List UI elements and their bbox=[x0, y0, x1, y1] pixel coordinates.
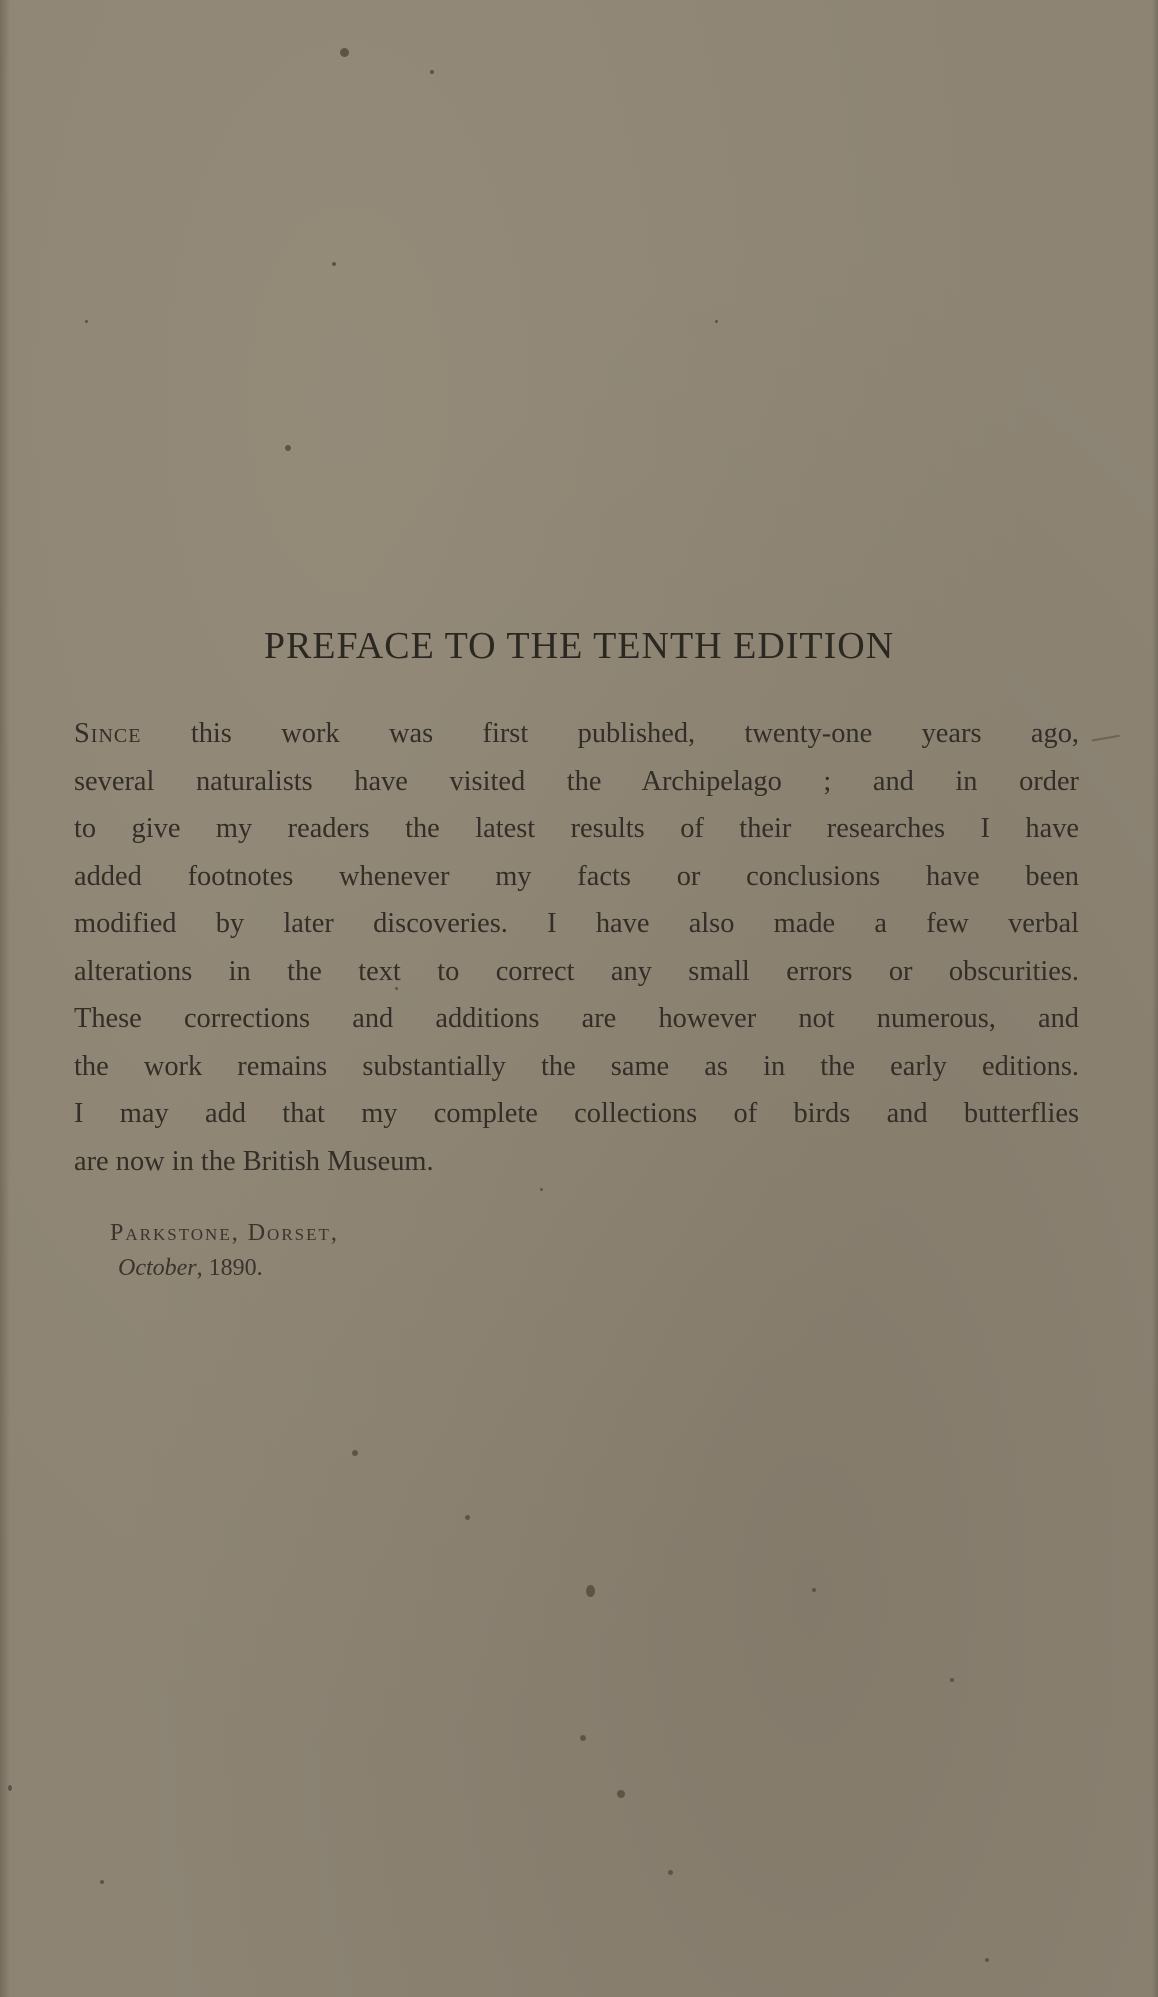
body-line-3: to give my readers the latest results of their researches I have bbox=[74, 813, 1079, 844]
foxing-speck bbox=[285, 445, 291, 451]
margin-pencil-mark bbox=[1092, 735, 1122, 756]
page-left-edge-shadow bbox=[0, 0, 10, 1997]
foxing-speck bbox=[332, 262, 336, 266]
body-line-7: These corrections and additions are however not numerous, and bbox=[74, 1003, 1079, 1034]
foxing-speck bbox=[8, 1785, 12, 1791]
foxing-speck bbox=[100, 1880, 104, 1884]
body-line-2: several naturalists have visited the Archipelago ; and in order bbox=[74, 765, 1079, 797]
body-line-4: added footnotes whenever my facts or conclusions have been bbox=[74, 860, 1079, 892]
foxing-speck bbox=[85, 320, 88, 323]
signature-date bbox=[118, 1251, 339, 1286]
foxing-speck bbox=[430, 70, 434, 74]
body-line-8: the work remains substantially the same as in the early editions. bbox=[74, 1050, 1079, 1082]
preface-body bbox=[74, 710, 1079, 1185]
foxing-speck bbox=[715, 320, 718, 323]
foxing-speck bbox=[950, 1678, 954, 1682]
page-right-edge-shadow bbox=[1152, 0, 1158, 1997]
foxing-speck bbox=[340, 48, 349, 57]
foxing-speck bbox=[395, 987, 398, 990]
page-title: PREFACE TO THE TENTH EDITION bbox=[263, 625, 895, 667]
body-line-6: alterations in the text to correct any small errors or obscurities. bbox=[74, 955, 1079, 987]
foxing-speck bbox=[812, 1588, 816, 1592]
foxing-speck bbox=[465, 1515, 470, 1520]
body-line-1 bbox=[74, 710, 1079, 758]
foxing-speck bbox=[985, 1958, 989, 1962]
opening-word: Since bbox=[74, 718, 142, 749]
signature-month: October bbox=[118, 1255, 197, 1281]
foxing-speck bbox=[352, 1450, 358, 1456]
foxing-speck bbox=[586, 1585, 595, 1597]
signature-place: Parkstone, Dorset, bbox=[110, 1220, 339, 1246]
signature-year: , 1890. bbox=[196, 1255, 263, 1281]
body-line-10: are now in the British Museum. bbox=[74, 1145, 434, 1177]
foxing-speck bbox=[617, 1790, 625, 1798]
signature-block bbox=[110, 1216, 339, 1286]
body-line-5: modified by later discoveries. I have also made a few verbal bbox=[74, 908, 1079, 939]
foxing-speck bbox=[540, 1188, 543, 1191]
foxing-speck bbox=[580, 1735, 586, 1741]
body-line-1-text: this work was first published, twenty-one years ago, bbox=[141, 718, 1079, 749]
foxing-speck bbox=[668, 1870, 673, 1875]
body-line-9: I may add that my complete collections of birds and butterflies bbox=[74, 1098, 1079, 1129]
